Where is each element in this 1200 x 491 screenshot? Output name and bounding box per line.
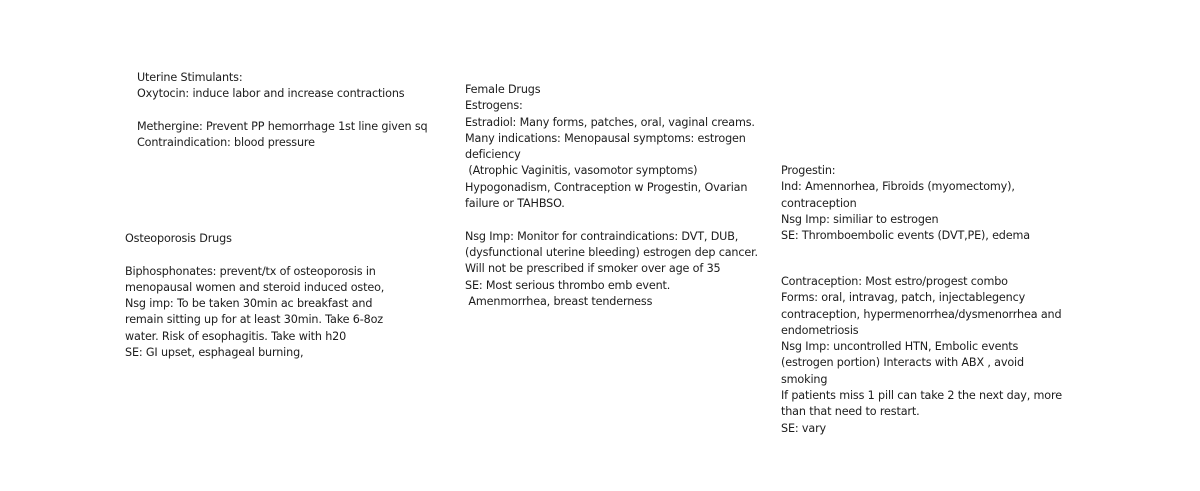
osteoporosis-line: SE: GI upset, esphageal burning, (125, 346, 304, 360)
uterine-line: Methergine: Prevent PP hemorrhage 1st line given sq (137, 119, 428, 133)
contraception-line: (estrogen portion) Interacts with ABX , avoid (781, 356, 1024, 370)
progestin-line: contraception (781, 196, 857, 210)
osteoporosis-line: menopausal women and steroid induced osteo, (125, 280, 385, 294)
progestin-line: Ind: Amennorhea, Fibroids (myomectomy), (781, 180, 1015, 194)
osteoporosis-line: water. Risk of esophagitis. Take with h20 (125, 329, 347, 343)
female-drugs-line: (Atrophic Vaginitis, vasomotor symptoms) (465, 164, 698, 178)
uterine-blank-line (137, 103, 427, 119)
osteoporosis-line: Biphosphonates: prevent/tx of osteoporosis in (125, 264, 376, 278)
osteoporosis-line: remain sitting up for at least 30min. Take 6-8oz (125, 313, 384, 327)
contraception-line: Forms: oral, intravag, patch, injectablegency (781, 291, 1026, 305)
contraception-line: endometriosis (781, 323, 859, 337)
uterine-line: Contraindication: blood pressure (137, 136, 315, 150)
female-drugs-heading: Female Drugs (465, 83, 541, 96)
progestin-note (781, 163, 1030, 244)
osteoporosis-line: Nsg imp: To be taken 30min ac breakfast and (125, 297, 373, 311)
female-drugs-note (465, 82, 758, 310)
contraception-line: SE: vary (781, 421, 826, 435)
contraception-line: If patients miss 1 pill can take 2 the next day, more (781, 389, 1062, 403)
contraception-line: Nsg Imp: uncontrolled HTN, Embolic events (781, 340, 1019, 354)
contraception-heading: Contraception: Most estro/progest combo (781, 275, 1008, 288)
contraception-line: contraception, hypermenorrhea/dysmenorrhea and (781, 307, 1062, 321)
female-drugs-line: Nsg Imp: Monitor for contraindications: DVT, DUB, (465, 229, 739, 243)
female-drugs-line: Estradiol: Many forms, patches, oral, vaginal creams. (465, 115, 755, 129)
contraception-note (781, 274, 1062, 437)
female-drugs-blank-line (465, 212, 758, 228)
contraception-line: smoking (781, 372, 828, 386)
female-drugs-line: failure or TAHBSO. (465, 197, 565, 211)
female-drugs-line: Estrogens: (465, 99, 523, 113)
female-drugs-line: (dysfunctional uterine bleeding) estrogen dep cancer. (465, 245, 758, 259)
female-drugs-line: deficiency (465, 148, 521, 162)
uterine-stimulants-note (137, 70, 427, 151)
uterine-heading: Uterine Stimulants: (137, 71, 243, 84)
uterine-line: Oxytocin: induce labor and increase contractions (137, 87, 405, 101)
female-drugs-line: Will not be prescribed if smoker over age of 35 (465, 262, 721, 276)
contraception-line: than that need to restart. (781, 405, 920, 419)
progestin-line: Nsg Imp: similiar to estrogen (781, 212, 939, 226)
female-drugs-line: Amenmorrhea, breast tenderness (465, 294, 653, 308)
progestin-line: SE: Thromboembolic events (DVT,PE), edema (781, 229, 1030, 243)
female-drugs-line: Many indications: Menopausal symptoms: estrogen (465, 131, 746, 145)
osteoporosis-heading: Osteoporosis Drugs (125, 232, 232, 245)
female-drugs-line: Hypogonadism, Contraception w Progestin, Ovarian (465, 180, 748, 194)
osteoporosis-blank-line (125, 247, 384, 263)
progestin-heading: Progestin: (781, 164, 836, 177)
osteoporosis-drugs-note (125, 231, 384, 361)
female-drugs-line: SE: Most serious thrombo emb event. (465, 278, 671, 292)
